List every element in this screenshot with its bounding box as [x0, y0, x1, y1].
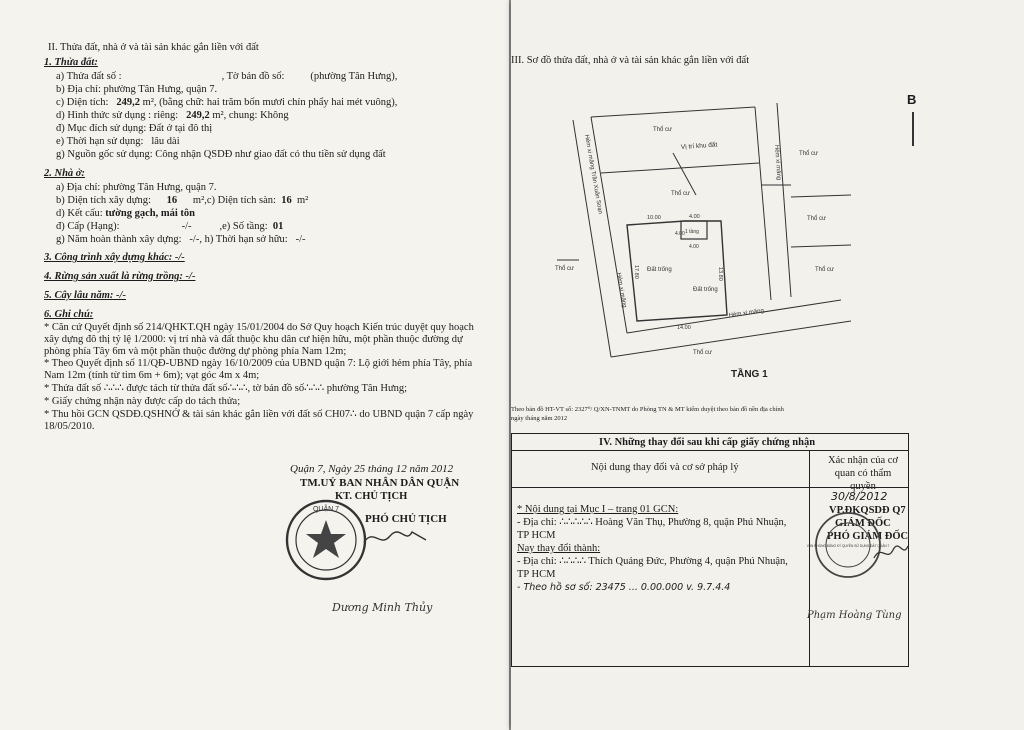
map-road-left-lower: Hẻm xi măng [615, 272, 628, 309]
map-house-label: 1 tầng [685, 229, 699, 235]
survey-note-2: ngày tháng năm 2012 [511, 415, 568, 422]
corner-mark: B [907, 92, 917, 107]
change-line-5: - Địa chỉ: ∴∴∴∴ Thích Quảng Đức, Phường 4, quận Phú Nhuận, [517, 556, 788, 567]
change-line-3: TP HCM [517, 530, 556, 541]
map-land-left: Đất trống [647, 267, 672, 273]
map-dim-5: 17.80 [633, 265, 639, 279]
map-dim-3: 4.00 [675, 231, 685, 237]
changes-col-confirm: Xác nhận của cơ quan có thẩm quyền [828, 455, 898, 492]
map-dim-1: 10.00 [647, 215, 661, 221]
land-a: a) Thửa đất số : , Tờ bản đồ số: (phường Tân Hưng), [56, 71, 398, 82]
confirm-role-1: GIÁM ĐỐC [835, 518, 891, 529]
sign-role-1: KT. CHỦ TỊCH [335, 491, 408, 502]
land-b: b) Địa chỉ: phường Tân Hưng, quận 7. [56, 84, 218, 95]
director-signature-icon [871, 540, 911, 566]
note-3: * Thửa đất số ∴∴∴ được tách từ thửa đất số∴∴∴, tờ bản đồ số∴∴∴ phường Tân Hưng; [44, 383, 408, 394]
changes-column-divider [809, 450, 810, 666]
map-lot-label-3: Thổ cư [671, 191, 691, 197]
change-line-2: - Địa chỉ: ∴∴∴∴∴ Hoàng Văn Thụ, Phường 8, quận Phú Nhuận, [517, 517, 787, 528]
map-floor-label: TẦNG 1 [731, 369, 768, 380]
change-line-7: - Theo hồ sơ số: 23475 ... 0.00.000 v. 9.7.4.4 [517, 582, 731, 593]
right-page [511, 0, 1024, 730]
map-lot-label-7: Thổ cư [693, 350, 713, 356]
site-plan-map [551, 95, 861, 385]
map-road-left: Hẻm xi măng Trần Xuân Soạn [583, 134, 603, 215]
land-d: d) Hình thức sử dụng : riêng: 249,2 m², chung: Không [56, 110, 289, 121]
map-dim-4: 4.00 [689, 244, 699, 250]
land-f: e) Thời hạn sử dụng: lâu dài [56, 136, 180, 147]
land-g: g) Nguồn gốc sử dụng: Công nhận QSDĐ như giao đất có thu tiền sử dụng đất [56, 149, 386, 160]
map-lot-label-4: Thổ cư [807, 216, 827, 222]
map-dim-7: 14.00 [677, 325, 691, 331]
house-b: b) Diện tích xây dựng: 16 m²,c) Diện tích sàn: 16 m² [56, 195, 309, 206]
section-title-iii: III. Sơ đồ thửa đất, nhà ở và tài sản khác gắn liền với đất [511, 55, 750, 66]
sec5-heading: 5. Cây lâu năm: -/- [44, 290, 126, 301]
note-1: * Căn cứ Quyết định số 214/QHKT.QH ngày 15/01/2004 do Sở Quy hoạch Kiến trúc duyệt quy hoạch xây dựng đô thị tỷ lệ 1/2000: vị trí nhà và đất thuộc khu dân cư hiện hữu, một phần thuộc đường dự phòng phía Tây 6m và một phần thuộc đường dự phòng phía Nam 12m; [44, 322, 474, 357]
note-5: * Thu hồi GCN QSDĐ.QSHNỞ & tài sản khác gắn liền với đất số CH07∴ do UBND quận 7 cấp ngày 18/05/2010. [44, 409, 474, 432]
survey-note-1: Theo bản đồ HT-VT số: 2327⁰/ Q/XN-TNMT do Phòng TN & MT kiểm duyệt theo bản đồ nền địa chính [511, 406, 784, 413]
map-lot-label-1: Thổ cư [653, 127, 673, 133]
confirm-name: Phạm Hoàng Tùng [807, 610, 902, 621]
note-4: * Giấy chứng nhận này được cấp do tách thửa; [44, 396, 241, 407]
confirm-role-2: PHÓ GIÁM ĐỐC [827, 531, 909, 542]
map-location: Vị trí khu đất [680, 141, 718, 151]
confirm-org: VP.ĐKQSDĐ Q7 [829, 505, 906, 516]
sign-org: TM.UỶ BAN NHÂN DÂN QUẬN [300, 477, 460, 489]
map-dim-2: 4.00 [689, 214, 700, 220]
corner-bar [912, 112, 914, 146]
land-c: c) Diện tích: 249,2 m², (bằng chữ: hai trăm bốn mươi chín phẩy hai mét vuông), [56, 97, 398, 108]
house-g: g) Năm hoàn thành xây dựng: -/-, h) Thời hạn sở hữu: -/- [56, 234, 306, 245]
house-a: a) Địa chỉ: phường Tân Hưng, quận 7. [56, 182, 217, 193]
house-heading: 2. Nhà ở: [44, 168, 85, 179]
map-road-right: Hẻm xi măng [773, 144, 782, 181]
change-line-6: TP HCM [517, 569, 556, 580]
map-dim-6: 13.80 [717, 267, 723, 281]
chairman-signature-icon [360, 522, 430, 552]
confirm-date: 30/8/2012 [831, 490, 888, 503]
change-line-4: Nay thay đổi thành: [517, 543, 601, 554]
map-lot-label-2: Thổ cư [799, 151, 819, 157]
sec3-heading: 3. Công trình xây dựng khác: -/- [44, 252, 185, 263]
sign-date: Quận 7, Ngày 25 tháng 12 năm 2012 [290, 463, 454, 475]
map-lot-label-6: Thổ cư [815, 267, 835, 273]
changes-col-content: Nội dung thay đổi và cơ sở pháp lý [591, 462, 739, 473]
district-seal-text: QUẬN 7 [312, 506, 340, 513]
map-lot-label-5: Thổ cư [555, 266, 575, 272]
signer-name: Dương Minh Thủy [332, 601, 433, 614]
district-seal-icon [284, 498, 368, 582]
map-land-right: Đất trống [693, 287, 718, 293]
office-seal-text: VĂN PHÒNG ĐĂNG KÝ QUYỀN SỬ DỤNG ĐẤT QUẬN 7 [806, 544, 890, 548]
land-e: đ) Mục đích sử dụng: Đất ở tại đô thị [56, 123, 213, 134]
land-heading: 1. Thửa đất: [44, 57, 98, 68]
note-2: * Theo Quyết định số 11/QĐ-UBND ngày 16/10/2009 của UBND quận 7: Lộ giới hẻm phía Tây, phía Nam 12m (tính từ tim 6m + 6m); vạt góc 4m x 4m; [44, 358, 473, 381]
change-line-1: * Nội dung tại Mục I – trang 01 GCN: [517, 504, 679, 515]
house-d: d) Kết cấu: tường gạch, mái tôn [56, 208, 195, 219]
map-road-bottom: Hẻm xi măng [728, 308, 765, 319]
left-page [0, 0, 509, 730]
sign-role-2: PHÓ CHỦ TỊCH [365, 513, 447, 525]
section-title-ii: II. Thửa đất, nhà ở và tài sản khác gắn liền với đất [48, 42, 259, 53]
changes-title: IV. Những thay đổi sau khi cấp giấy chứng nhận [599, 437, 816, 448]
changes-title-divider [511, 450, 909, 451]
sec6-heading: 6. Ghi chú: [44, 309, 94, 320]
sec4-heading: 4. Rừng sản xuất là rừng trồng: -/- [44, 271, 196, 282]
house-e: đ) Cấp (Hạng): -/- ,e) Số tầng: 01 [56, 221, 284, 232]
